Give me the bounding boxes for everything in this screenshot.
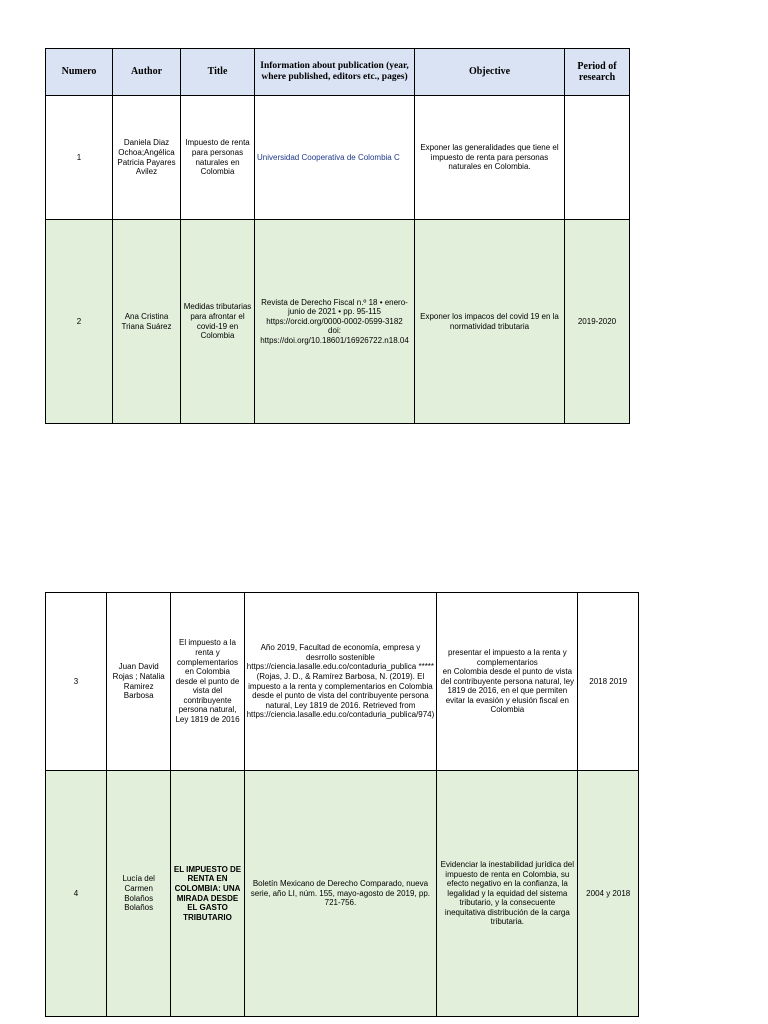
cell-period: 2018 2019 [578, 593, 639, 771]
cell-title: Medidas tributarias para afrontar el covid-19 en Colombia [181, 220, 255, 424]
header-info: Information about publication (year, where published, editors etc., pages) [255, 49, 415, 96]
header-objective: Objective [415, 49, 565, 96]
cell-title: EL IMPUESTO DE RENTA EN COLOMBIA: UNA MIRADA DESDE EL GASTO TRIBUTARIO [171, 771, 244, 1017]
header-author: Author [113, 49, 181, 96]
cell-title: El impuesto a la renta y complementarios en Colombia desde el punto de vista del contribuyente persona natural, Ley 1819 de 2016 [171, 593, 244, 771]
cell-title: Impuesto de renta para personas naturales en Colombia [181, 96, 255, 220]
header-numero: Numero [46, 49, 113, 96]
cell-info: Universidad Cooperativa de Colombia C [255, 96, 415, 220]
cell-objective: Exponer los impacos del covid 19 en la normatividad tributaria [415, 220, 565, 424]
header-title: Title [181, 49, 255, 96]
cell-author: Daniela Diaz Ochoa;Angélica Patricia Payares Avilez [113, 96, 181, 220]
header-row [46, 49, 630, 96]
research-table-bottom [45, 592, 639, 1017]
cell-period: 2004 y 2018 [578, 771, 639, 1017]
cell-objective: presentar el impuesto a la renta y complementarios en Colombia desde el punto de vista del contribuyente persona natural, ley 1819 de 2016, en el que permiten evitar la evasión y elusión fiscal en Colombia [437, 593, 578, 771]
table-row [46, 220, 630, 424]
cell-info: Revista de Derecho Fiscal n.º 18 • enero-junio de 2021 • pp. 95-115 https://orcid.org/0000-0002-0599-3182 doi: https://doi.org/10.18601/16926722.n18.04 [255, 220, 415, 424]
cell-period [565, 96, 630, 220]
table-row [46, 96, 630, 220]
table-row [46, 593, 639, 771]
cell-numero: 1 [46, 96, 113, 220]
research-table-top [45, 48, 639, 424]
cell-info: Boletín Mexicano de Derecho Comparado, nueva serie, año LI, núm. 155, mayo-agosto de 2019, pp. 721-756. [244, 771, 437, 1017]
header-period: Period of research [565, 49, 630, 96]
cell-period: 2019-2020 [565, 220, 630, 424]
cell-objective: Exponer las generalidades que tiene el impuesto de renta para personas naturales en Colombia. [415, 96, 565, 220]
table-row [46, 771, 639, 1017]
cell-numero: 4 [46, 771, 107, 1017]
cell-info: Año 2019, Facultad de economía, empresa y desrrollo sostenible https://ciencia.lasalle.edu.co/contaduria_publica *****(Rojas, J. D., & Ramírez Barbosa, N. (2019). El impuesto a la renta y complementarios en Colombia desde el punto de vista del contribuyente persona natural, Ley 1819 de 2016. Retrieved from https://ciencia.lasalle.edu.co/contaduria_publica/974) [244, 593, 437, 771]
cell-author: Juan David Rojas ; Natalia Ramirez Barbosa [106, 593, 171, 771]
cell-objective: Evidenciar la inestabilidad jurídica del impuesto de renta en Colombia, su efecto negativo en la confianza, la legalidad y la equidad del sistema tributario, y la consecuente inequitativa distribución de la carga tributaria. [437, 771, 578, 1017]
cell-author: Ana Cristina Triana Suárez [113, 220, 181, 424]
cell-numero: 3 [46, 593, 107, 771]
cell-numero: 2 [46, 220, 113, 424]
cell-author: Lucía del Carmen Bolaños Bolaños [106, 771, 171, 1017]
